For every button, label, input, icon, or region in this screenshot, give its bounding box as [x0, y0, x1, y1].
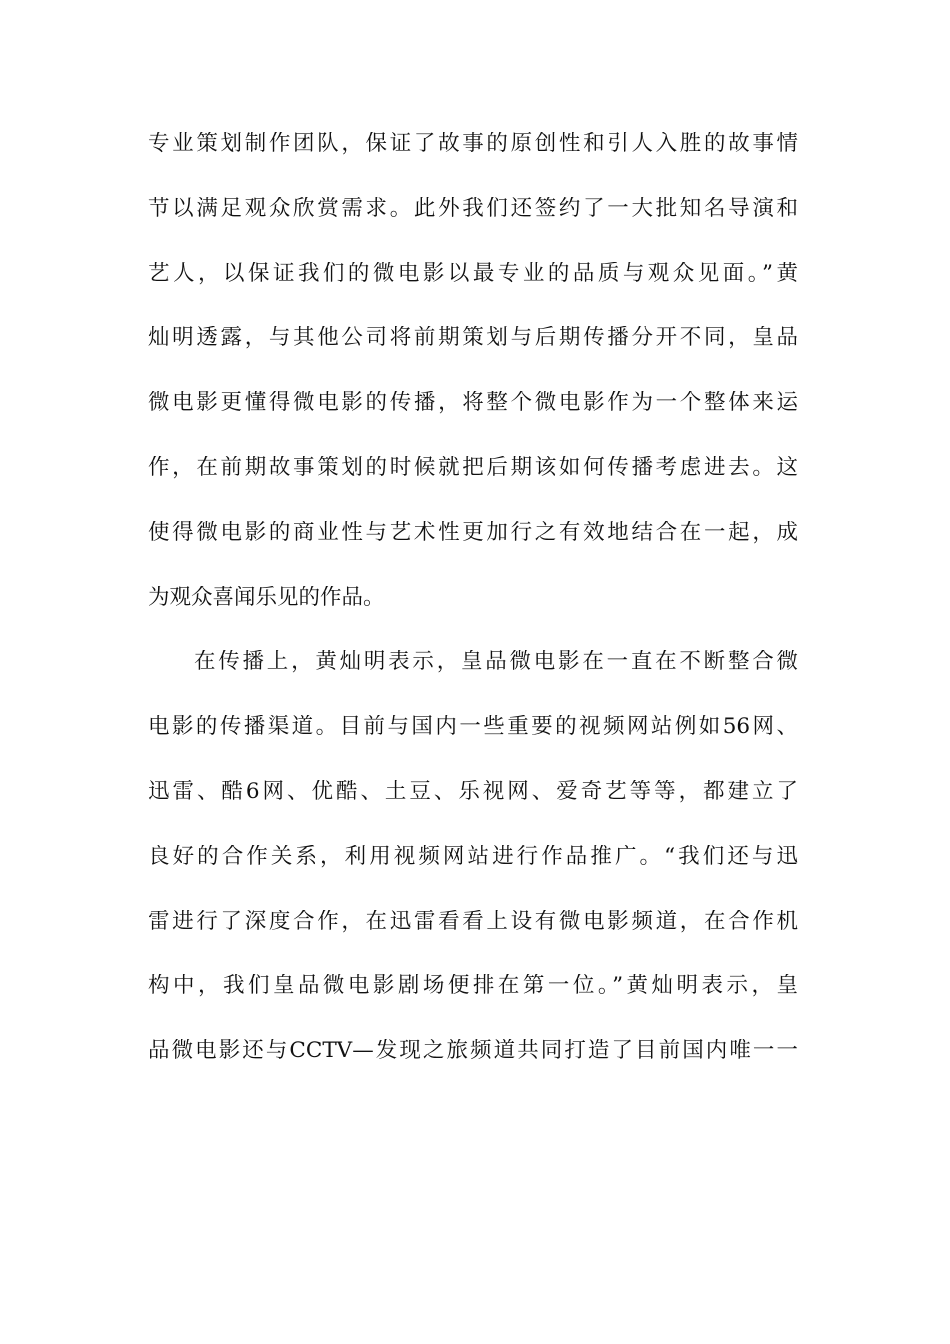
text-line: 构中，我们皇品微电影剧场便排在第一位。”黄灿明表示，皇 — [148, 974, 798, 999]
text-line: 品微电影还与CCTV—发现之旅频道共同打造了目前国内唯一一 — [148, 1039, 798, 1064]
text-line: 良好的合作关系，利用视频网站进行作品推广。“我们还与迅 — [148, 844, 798, 869]
text-line: 作，在前期故事策划的时候就把后期该如何传播考虑进去。这 — [148, 455, 798, 480]
text-line: 微电影更懂得微电影的传播，将整个微电影作为一个整体来运 — [148, 391, 798, 416]
text-line: 雷进行了深度合作，在迅雷看看上设有微电影频道，在合作机 — [148, 909, 798, 934]
paragraph-first-line: 在传播上，黄灿明表示，皇品微电影在一直在不断整合微 — [194, 650, 798, 675]
body-text — [148, 132, 798, 1104]
text-line: 专业策划制作团队，保证了故事的原创性和引人入胜的故事情 — [148, 132, 798, 156]
text-line: 艺人，以保证我们的微电影以最专业的品质与观众见面。”黄 — [148, 261, 798, 286]
text-line: 灿明透露，与其他公司将前期策划与后期传播分开不同，皇品 — [148, 326, 798, 351]
text-line: 电影的传播渠道。目前与国内一些重要的视频网站例如56网、 — [148, 715, 798, 740]
text-line: 使得微电影的商业性与艺术性更加行之有效地结合在一起，成 — [148, 520, 798, 545]
text-line: 迅雷、酷6网、优酷、土豆、乐视网、爱奇艺等等，都建立了 — [148, 779, 798, 804]
text-line: 为观众喜闻乐见的作品。 — [148, 585, 385, 610]
text-line: 节以满足观众欣赏需求。此外我们还签约了一大批知名导演和 — [148, 196, 798, 221]
